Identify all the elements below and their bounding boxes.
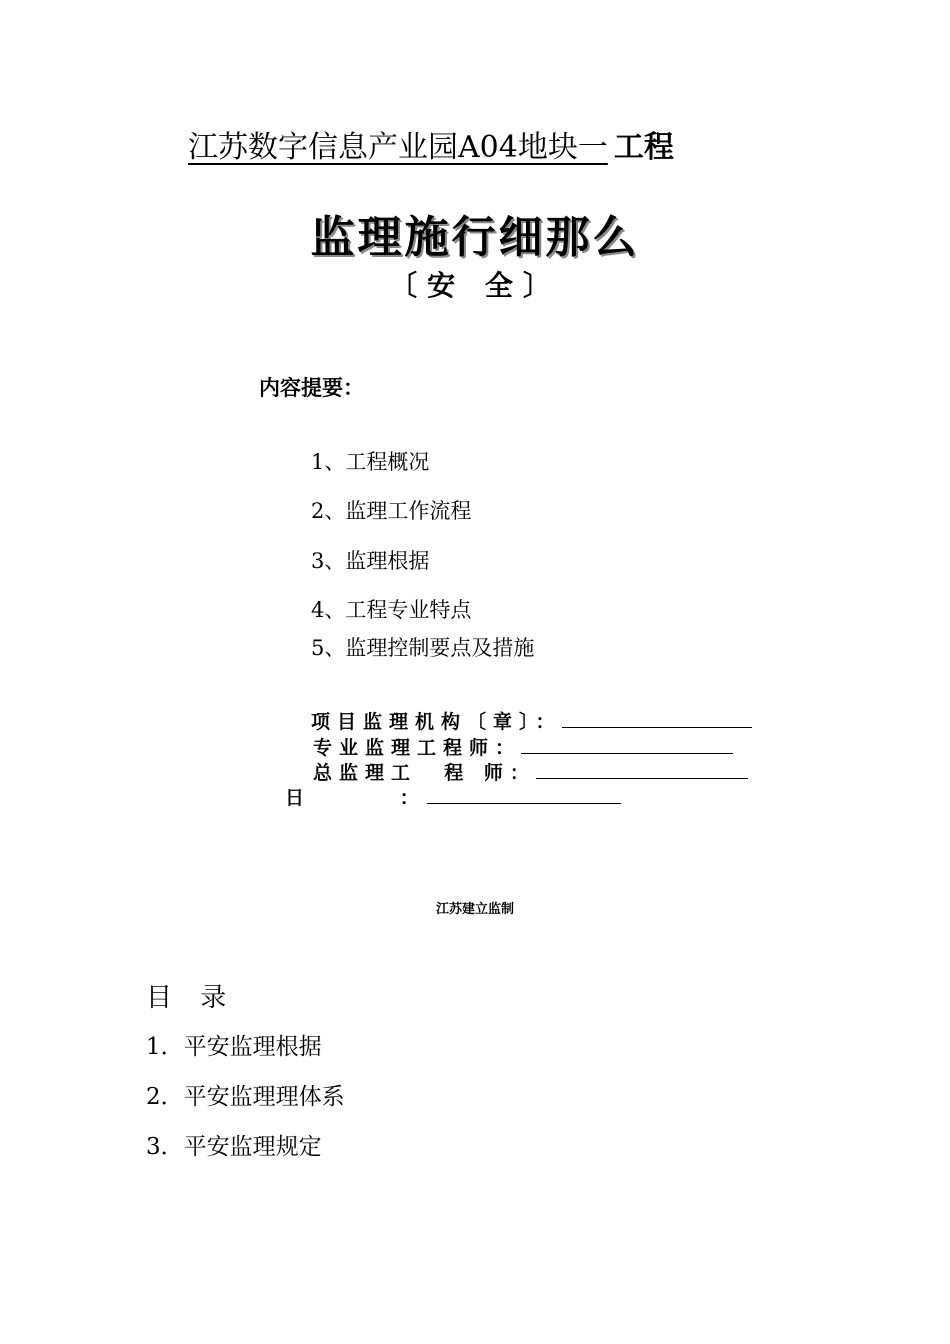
summary-item: 1、工程概况 xyxy=(311,450,430,474)
project-suffix: 工程 xyxy=(613,130,674,165)
signature-row-date xyxy=(285,785,621,811)
signature-row-chief xyxy=(313,760,748,786)
signature-line xyxy=(521,735,733,754)
signature-row-specialist xyxy=(313,735,733,761)
contents-heading: 目 录 xyxy=(146,983,237,1013)
signature-label: 日 ： xyxy=(285,787,427,809)
signature-row-project-org xyxy=(311,709,752,735)
document-subtitle: 〔安 全〕 xyxy=(389,269,561,302)
contents-item: 2．平安监理理体系 xyxy=(146,1084,345,1110)
signature-label: 项目监理机构〔章〕： xyxy=(311,711,562,733)
summary-item: 5、监理控制要点及措施 xyxy=(311,636,535,660)
signature-line xyxy=(536,760,748,779)
signature-line xyxy=(562,709,752,728)
summary-item: 3、监理根据 xyxy=(311,549,430,573)
summary-item: 2、监理工作流程 xyxy=(311,499,472,523)
signature-label: 专业监理工程师： xyxy=(313,737,522,759)
project-title-line xyxy=(188,126,674,170)
contents-item: 3．平安监理规定 xyxy=(146,1134,322,1160)
summary-item: 4、工程专业特点 xyxy=(311,598,472,622)
document-title: 监理施行细那么 xyxy=(310,212,640,263)
project-name: 江苏数字信息产业园A04地块一 xyxy=(188,130,608,165)
summary-heading: 内容提要： xyxy=(259,376,364,400)
signature-label: 总监理工 程 师： xyxy=(313,762,536,784)
contents-item: 1．平安监理根据 xyxy=(146,1034,322,1060)
signature-line xyxy=(427,785,621,804)
organization-name: 江苏建立监制 xyxy=(435,902,514,917)
